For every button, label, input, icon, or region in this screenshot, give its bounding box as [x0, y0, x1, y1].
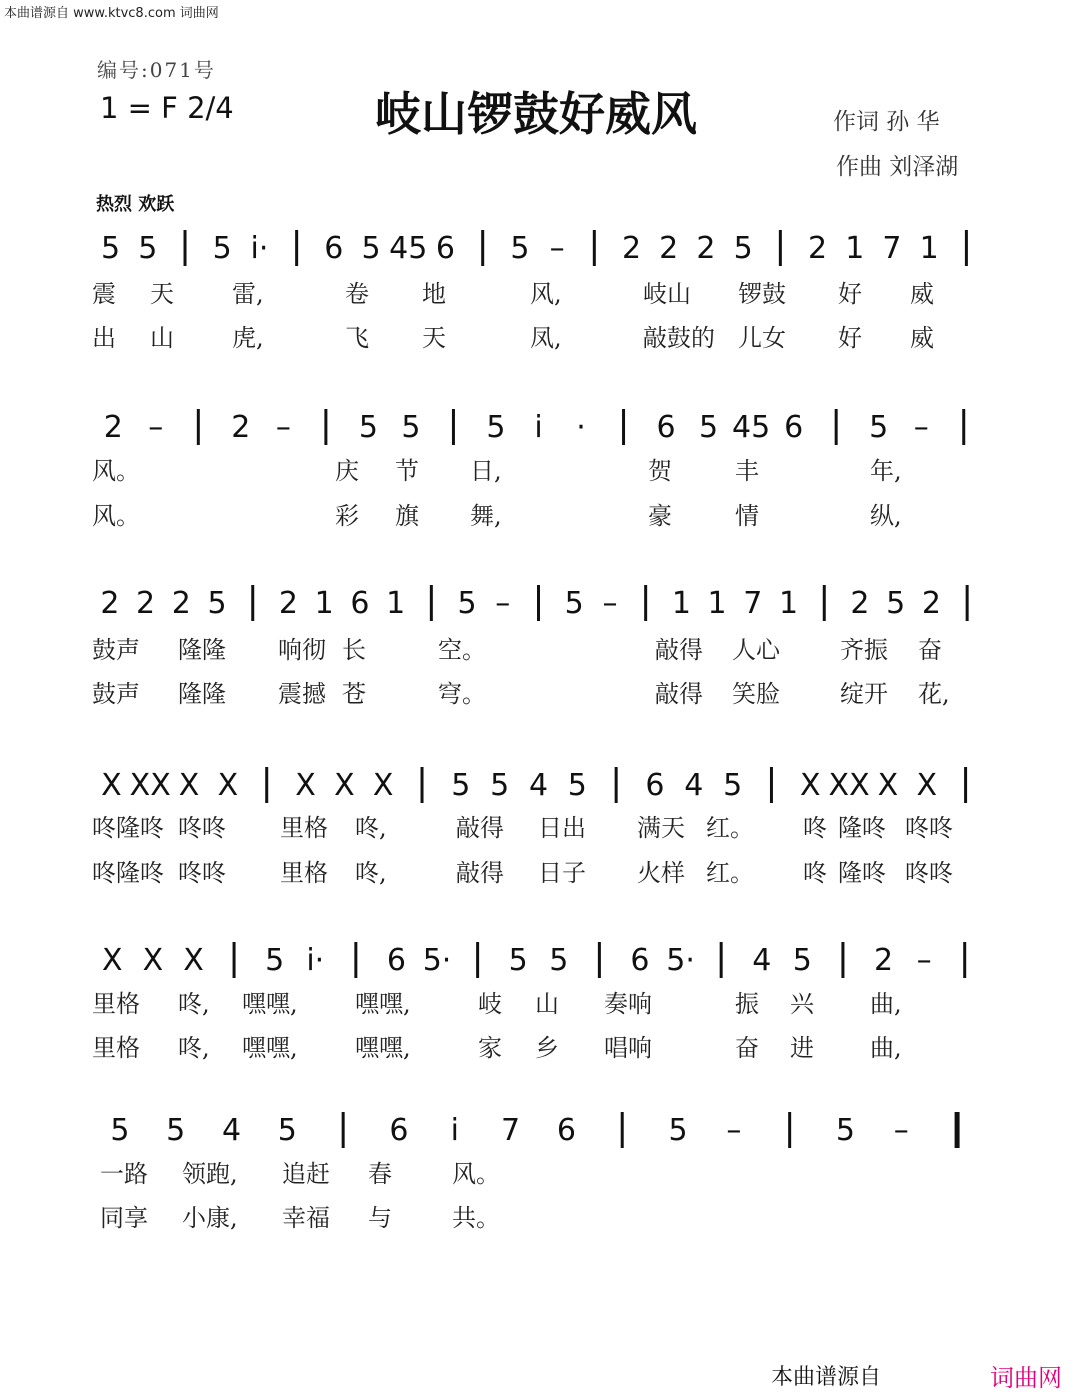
lyric-word: 绽开 — [840, 680, 888, 708]
lyric-word: 敲得 — [655, 680, 703, 708]
note: X — [877, 768, 899, 803]
note: 2 — [921, 586, 941, 621]
note: i· — [250, 231, 269, 266]
note: 5 — [567, 768, 587, 803]
song-title: 岐山锣鼓好威风 — [375, 87, 697, 141]
note: X — [101, 768, 122, 803]
note: 5· — [422, 943, 452, 978]
lyric-word: 威 — [910, 280, 934, 308]
note: 6 — [350, 586, 370, 621]
note: 5 — [361, 231, 381, 266]
lyric-word: 隆隆 — [178, 680, 226, 708]
note: X — [183, 943, 204, 978]
lyric-word: 火样 — [637, 859, 685, 887]
note: 5 — [401, 410, 421, 445]
lyric-word: 节 — [395, 457, 419, 485]
lyric-word: 虎, — [232, 324, 264, 352]
lyric-word: 咚隆咚 — [92, 814, 164, 842]
note: X — [800, 768, 821, 803]
lyric-word: 天 — [150, 280, 174, 308]
note: 4 — [752, 943, 772, 978]
note: 5 — [723, 768, 743, 803]
note: X — [102, 943, 123, 978]
lyric-word: 天 — [422, 324, 446, 352]
note: X — [334, 768, 355, 803]
note: i — [534, 410, 543, 445]
lyric-word: 敲得 — [456, 859, 504, 887]
lyric-word: 震 — [92, 280, 116, 308]
lyric-word: 齐振 — [840, 636, 888, 664]
note: X — [178, 768, 200, 803]
note: 7 — [882, 231, 902, 266]
lyric-word: 威 — [910, 324, 934, 352]
lyric-word: 日, — [470, 457, 502, 485]
lyric-word: 笑脸 — [732, 680, 780, 708]
lyric-word: 豪 — [648, 502, 672, 530]
note: 2 — [696, 231, 716, 266]
lyric-word: 苍 — [342, 680, 366, 708]
note: 5 — [490, 768, 510, 803]
note: 5 — [486, 410, 506, 445]
note: 5· — [666, 943, 695, 978]
note: 4 — [221, 1113, 242, 1148]
lyric-word: 敲鼓的 — [643, 324, 715, 352]
lyric-word: 人心 — [732, 636, 780, 664]
lyric-word: 满天 — [637, 814, 685, 842]
lyric-word: 敲得 — [456, 814, 504, 842]
note: 2 — [103, 410, 123, 445]
lyric-word: 年, — [870, 457, 902, 485]
lyric-word: 响彻 — [278, 636, 326, 664]
note: 5 — [451, 768, 471, 803]
note: 5 — [869, 410, 889, 445]
lyric-word: 红。 — [706, 814, 754, 842]
note: 6 — [435, 231, 456, 266]
lyricist-credit: 作词 孙 华 — [833, 109, 940, 135]
note: 2 — [659, 231, 679, 266]
note: 6 — [630, 943, 650, 978]
lyric-word: 嘿嘿, — [242, 990, 298, 1018]
lyric-word: 同享 — [100, 1204, 148, 1232]
lyric-word: 山 — [150, 324, 174, 352]
lyric-word: 风, — [530, 280, 562, 308]
lyric-word: 兴 — [790, 990, 814, 1018]
note: 7 — [743, 586, 763, 621]
note: X — [295, 768, 316, 803]
note: 7 — [501, 1113, 521, 1148]
lyric-word: 一路 — [100, 1160, 148, 1188]
note: 2 — [171, 586, 191, 621]
note: · — [576, 410, 586, 445]
lyric-word: 鼓声 — [92, 636, 140, 664]
note: 5 — [886, 586, 906, 621]
lyric-word: 领跑, — [182, 1160, 238, 1188]
note: 5 — [792, 943, 812, 978]
lyric-word: 嘿嘿, — [355, 990, 411, 1018]
lyric-word: 长 — [342, 636, 366, 664]
note: 4 — [528, 768, 549, 803]
note: 6 — [645, 768, 665, 803]
note: 5 — [835, 1113, 856, 1148]
lyric-word: 咚 — [803, 814, 827, 842]
lyric-word: 隆咚 — [838, 814, 886, 842]
note: 1 — [314, 586, 334, 621]
score-serial-number: 编号:071号 — [97, 58, 216, 82]
footer-source-text: 本曲谱源自 — [771, 1365, 882, 1390]
note: X — [372, 768, 394, 803]
lyric-word: 进 — [790, 1034, 814, 1062]
key-signature: 1 = F 2/4 — [100, 91, 234, 125]
lyric-word: 儿女 — [738, 324, 786, 352]
lyric-word: 日子 — [538, 859, 586, 887]
lyric-word: 花, — [918, 680, 950, 708]
lyric-word: 隆隆 — [178, 636, 226, 664]
lyric-word: 咚咚 — [905, 859, 953, 887]
lyric-word: 庆 — [335, 457, 359, 485]
lyric-word: 风。 — [92, 502, 140, 530]
lyric-word: 里格 — [280, 814, 328, 842]
note: 5 — [457, 586, 477, 621]
note: 45 — [389, 231, 428, 266]
note: 5 — [101, 231, 121, 266]
note: 45 — [732, 410, 771, 445]
lyric-word: 小康, — [182, 1204, 238, 1232]
lyric-word: 与 — [368, 1204, 392, 1232]
lyric-word: 情 — [735, 502, 759, 530]
lyric-word: 旗 — [395, 502, 419, 530]
note: 5 — [733, 231, 753, 266]
note: 2 — [873, 943, 894, 978]
note: 5 — [510, 231, 530, 266]
note: 2 — [136, 586, 156, 621]
lyric-word: 嘿嘿, — [355, 1034, 411, 1062]
lyric-word: 共。 — [452, 1204, 500, 1232]
note: X — [142, 943, 164, 978]
note: 1 — [707, 586, 727, 621]
lyric-word: 空。 — [438, 636, 486, 664]
lyric-word: 幸福 — [282, 1204, 330, 1232]
note: 2 — [621, 231, 642, 266]
tempo-marking: 热烈 欢跃 — [96, 194, 175, 215]
lyric-word: 锣鼓 — [738, 280, 786, 308]
note: i — [450, 1113, 459, 1148]
lyric-word: 里格 — [280, 859, 328, 887]
note: – — [893, 1113, 909, 1148]
lyric-word: 奋 — [918, 636, 942, 664]
lyric-word: 丰 — [735, 457, 759, 485]
lyric-word: 雷, — [232, 280, 264, 308]
lyric-word: 奏响 — [604, 990, 652, 1018]
composer-credit: 作曲 刘泽湖 — [836, 154, 959, 180]
lyric-word: 山 — [535, 990, 559, 1018]
note: 5 — [564, 586, 584, 621]
note: 1 — [671, 586, 691, 621]
note: 5 — [358, 410, 378, 445]
note: 2 — [231, 410, 251, 445]
lyric-word: 红。 — [706, 859, 754, 887]
lyric-word: 奋 — [735, 1034, 759, 1062]
lyric-word: 咚咚 — [178, 814, 226, 842]
note: 2 — [278, 586, 299, 621]
lyric-word: 咚咚 — [905, 814, 953, 842]
note: 5 — [508, 943, 528, 978]
note: 2 — [100, 586, 120, 621]
note: 4 — [684, 768, 704, 803]
lyric-word: 鼓声 — [92, 680, 140, 708]
note: – — [913, 410, 929, 445]
note: XX — [828, 768, 870, 803]
lyric-word: 咚咚 — [178, 859, 226, 887]
note: 5 — [549, 943, 569, 978]
lyric-word: 日出 — [538, 814, 586, 842]
lyric-word: 好 — [838, 280, 862, 308]
lyric-word: 风。 — [92, 457, 140, 485]
note: X — [217, 768, 239, 803]
lyric-word: 咚 — [803, 859, 827, 887]
lyric-word: 咚, — [355, 814, 387, 842]
lyric-word: 振 — [735, 990, 759, 1018]
lyric-word: 出 — [92, 324, 116, 352]
lyric-word: 嘿嘿, — [242, 1034, 298, 1062]
note: – — [916, 943, 932, 978]
lyric-word: 飞 — [345, 324, 369, 352]
note: – — [726, 1113, 742, 1148]
lyric-word: 咚, — [178, 1034, 210, 1062]
source-watermark: 本曲谱源自 www.ktvc8.com 词曲网 — [4, 6, 219, 21]
lyric-word: 穹。 — [438, 680, 486, 708]
note: 5 — [699, 410, 719, 445]
lyric-word: 唱响 — [604, 1034, 652, 1062]
lyric-word: 追赶 — [282, 1160, 330, 1188]
lyric-word: 岐 — [478, 990, 502, 1018]
note: X — [916, 768, 938, 803]
note: 1 — [386, 586, 406, 621]
lyric-word: 曲, — [870, 990, 902, 1018]
lyric-word: 曲, — [870, 1034, 902, 1062]
note: 6 — [386, 943, 406, 978]
lyric-word: 地 — [422, 280, 446, 308]
note: 5 — [207, 586, 227, 621]
lyric-word: 敲得 — [655, 636, 703, 664]
note: i· — [306, 943, 325, 978]
note: 5 — [166, 1113, 186, 1148]
note: – — [549, 231, 565, 266]
note: 6 — [389, 1113, 409, 1148]
lyric-word: 里格 — [92, 1034, 140, 1062]
note: – — [602, 586, 618, 621]
lyric-word: 咚, — [178, 990, 210, 1018]
lyric-word: 岐山 — [643, 280, 691, 308]
note: – — [148, 410, 164, 445]
lyric-word: 乡 — [535, 1034, 559, 1062]
note: XX — [129, 768, 171, 803]
lyric-word: 里格 — [92, 990, 140, 1018]
lyric-word: 隆咚 — [838, 859, 886, 887]
note: 5 — [212, 231, 232, 266]
note: 6 — [324, 231, 344, 266]
lyric-word: 震撼 — [278, 680, 326, 708]
lyric-word: 春 — [368, 1160, 392, 1188]
note: 5 — [265, 943, 285, 978]
note: 5 — [668, 1113, 688, 1148]
note: 2 — [808, 231, 828, 266]
lyric-word: 家 — [478, 1034, 502, 1062]
lyric-word: 贺 — [648, 457, 672, 485]
note: 6 — [656, 410, 676, 445]
lyric-word: 纵, — [870, 502, 902, 530]
lyric-word: 卷 — [345, 280, 369, 308]
note: 2 — [850, 586, 870, 621]
lyric-word: 咚隆咚 — [92, 859, 164, 887]
footer-site-logo: 词曲网 — [990, 1364, 1062, 1392]
note: 5 — [110, 1113, 130, 1148]
lyric-word: 凤, — [530, 324, 562, 352]
note: – — [275, 410, 291, 445]
note: 1 — [778, 586, 799, 621]
note: – — [495, 586, 511, 621]
note: 5 — [277, 1113, 297, 1148]
lyric-word: 风。 — [452, 1160, 500, 1188]
lyric-word: 彩 — [335, 502, 359, 530]
note: 6 — [556, 1113, 576, 1148]
note: 1 — [919, 231, 939, 266]
note: 6 — [784, 410, 804, 445]
note: 1 — [845, 231, 865, 266]
lyric-word: 咚, — [355, 859, 387, 887]
note: 5 — [138, 231, 158, 266]
lyric-word: 好 — [838, 324, 862, 352]
lyric-word: 舞, — [470, 502, 502, 530]
